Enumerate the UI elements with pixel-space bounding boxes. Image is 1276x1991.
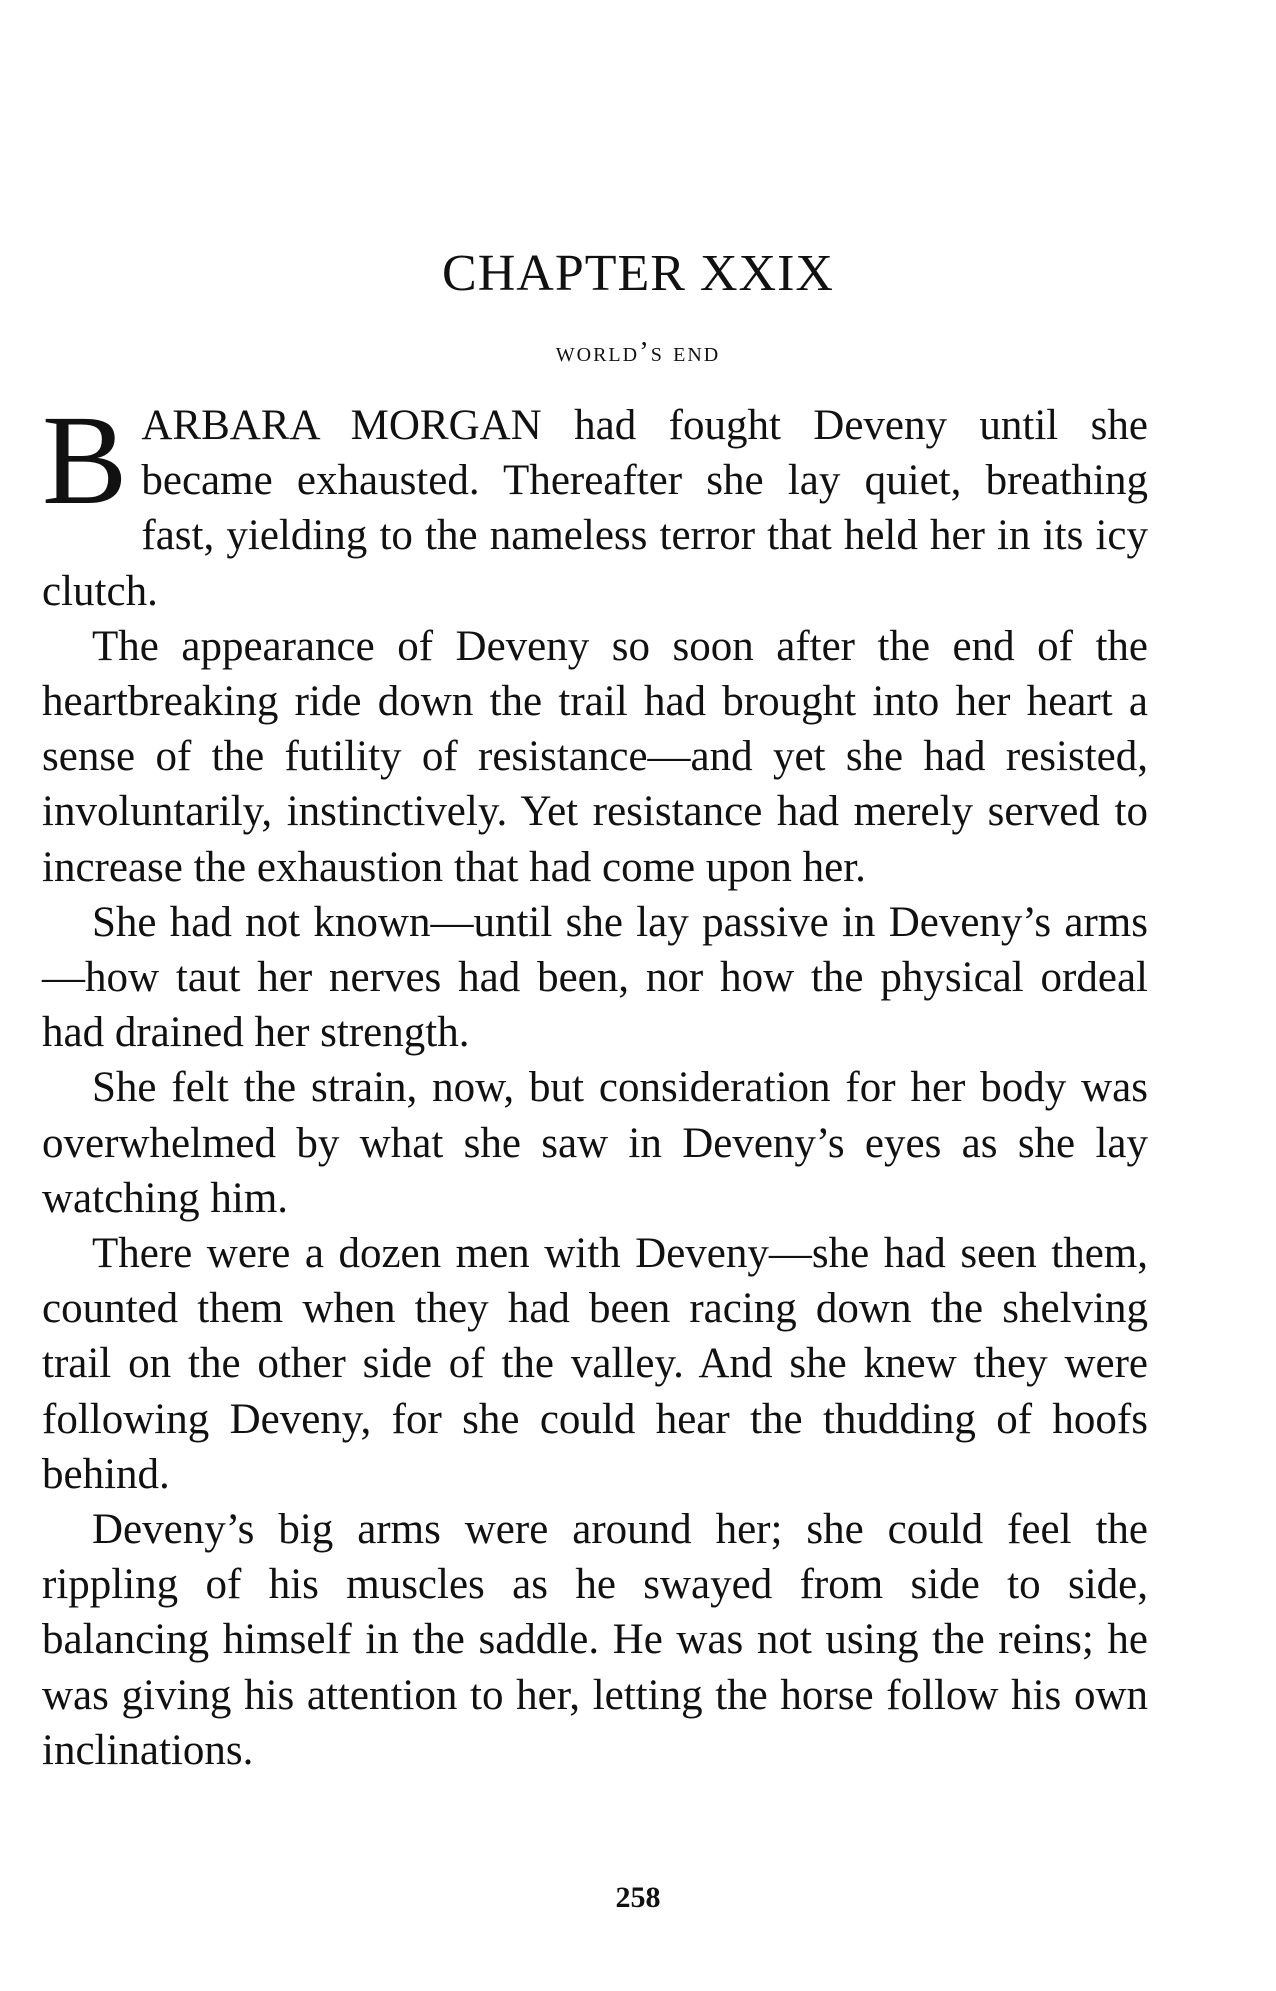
chapter-title: CHAPTER XXIX: [442, 245, 834, 302]
page-number: 258: [615, 1881, 661, 1914]
chapter-subtitle: world’s end: [555, 336, 721, 368]
paragraph-4: She felt the strain, now, but consideration for her body was overwhelmed by what she saw in Deveny’s eyes as she lay watching him.: [42, 1064, 1148, 1222]
paragraph-2: The appearance of Deveny so soon after the end of the heartbreaking ride down the trail had brought into her heart a sense of the futility of resistance—and yet she had resisted, involuntarily, instinctively. Yet resistance had merely served to increase the exhaustion that had come upon her.: [42, 622, 1148, 891]
paragraph-6: Deveny’s big arms were around her; she could feel the rippling of his muscles as he swayed from side to side, balancing himself in the saddle. He was not using the reins; he was giving his attention to her, letting the horse follow his own inclinations.: [42, 1506, 1148, 1774]
paragraph-5: There were a dozen men with Deveny—she had seen them, counted them when they had been racing down the shelving trail on the other side of the valley. And she knew they were following Deveny, for she could hear the thudding of hoofs behind.: [42, 1230, 1148, 1498]
paragraph-3: She had not known—until she lay passive in Deveny’s arms—how taut her nerves had been, nor how the physical ordeal had drained her strength.: [42, 898, 1148, 1057]
body-text: [42, 389, 1148, 1778]
paragraph-lead: ARBARA MORGAN: [141, 402, 542, 449]
paragraph-text: had fought Deveny until she became exhausted. Thereafter she lay quiet, breathing fast, yielding to the nameless terror that held her in its icy clutch.: [42, 402, 1148, 615]
paragraph-1: [42, 389, 1148, 619]
drop-cap: B: [42, 389, 128, 531]
